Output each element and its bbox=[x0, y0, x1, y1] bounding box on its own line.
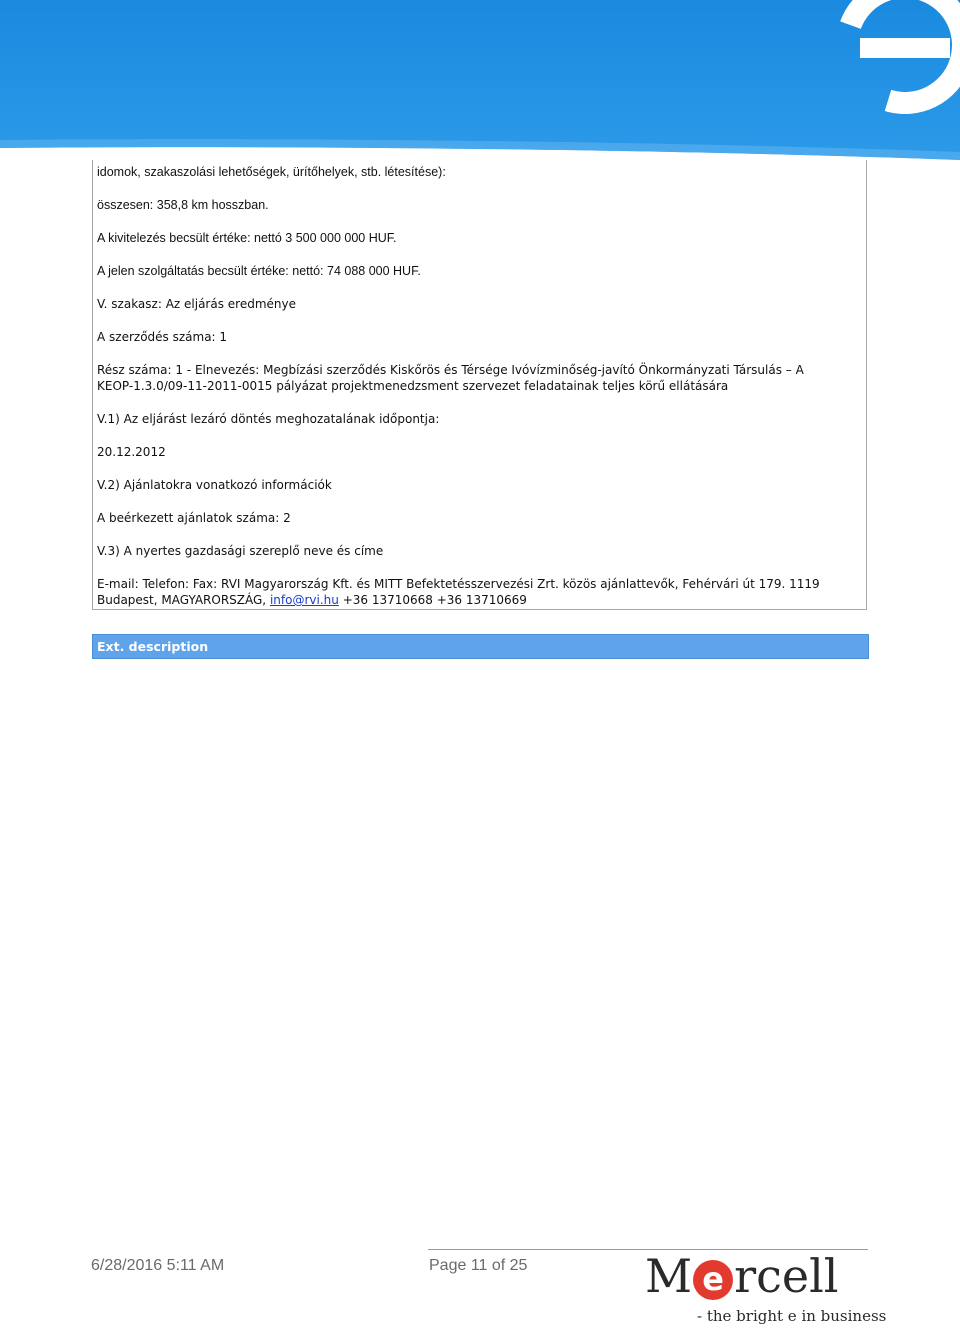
header-band-shape bbox=[0, 0, 960, 160]
contract-number: A szerződés száma: 1 bbox=[97, 330, 228, 344]
offers-count: A beérkezett ajánlatok száma: 2 bbox=[97, 511, 291, 525]
logo-word-prefix: M bbox=[645, 1249, 693, 1303]
content-box bbox=[92, 160, 867, 610]
text-line-4: A jelen szolgáltatás becsült értéke: nettó: 74 088 000 HUF. bbox=[97, 264, 421, 278]
part-description: Rész száma: 1 - Elnevezés: Megbízási szerződés Kiskőrös és Térsége Ivóvízminőség-javító Önkormányzati Társulás – A KEOP-1.3.0/09-11-2011-0015 pályázat projektmenedzsment szervezet feladatainak teljes körű ellátására bbox=[97, 363, 804, 393]
marcell-logo bbox=[645, 1249, 887, 1327]
winner-phone: +36 13710668 +36 13710669 bbox=[342, 593, 527, 607]
v1-date: 20.12.2012 bbox=[97, 445, 166, 459]
footer-page-number: Page 11 of 25 bbox=[429, 1257, 528, 1274]
winner-email-link[interactable]: info@rvi.hu bbox=[269, 593, 339, 607]
ext-description-bar[interactable] bbox=[92, 634, 869, 659]
text-line-3: A kivitelezés becsült értéke: nettó 3 500 000 000 HUF. bbox=[97, 231, 397, 245]
v2-label: V.2) Ajánlatokra vonatkozó információk bbox=[97, 478, 332, 492]
header-graphic bbox=[0, 0, 960, 160]
ext-description-label: Ext. description bbox=[97, 639, 209, 654]
logo-word-suffix: rcell bbox=[734, 1249, 839, 1303]
winner-text: E-mail: Telefon: Fax: RVI Magyarország Kft. és MITT Befektetésszervezési Zrt. közös ajánlattevők, Fehérvári út 179. 1119 Budapest, MAGYARORSZÁG, bbox=[97, 577, 820, 607]
header-band bbox=[0, 0, 960, 160]
logo-tagline: - the bright e in business bbox=[697, 1307, 887, 1325]
text-line-2: összesen: 358,8 km hosszban. bbox=[97, 198, 269, 212]
v3-label: V.3) A nyertes gazdasági szereplő neve és címe bbox=[97, 544, 384, 558]
red-e-icon: e bbox=[693, 1260, 733, 1300]
v1-label: V.1) Az eljárást lezáró döntés meghozatalának időpontja: bbox=[97, 412, 440, 426]
logo-wordmark bbox=[645, 1249, 839, 1303]
winner-info bbox=[97, 576, 832, 608]
text-line-1: idomok, szakaszolási lehetőségek, ürítőhelyek, stb. létesítése): bbox=[97, 165, 446, 179]
footer-datetime: 6/28/2016 5:11 AM bbox=[91, 1257, 225, 1274]
section-title: V. szakasz: Az eljárás eredménye bbox=[97, 297, 296, 311]
